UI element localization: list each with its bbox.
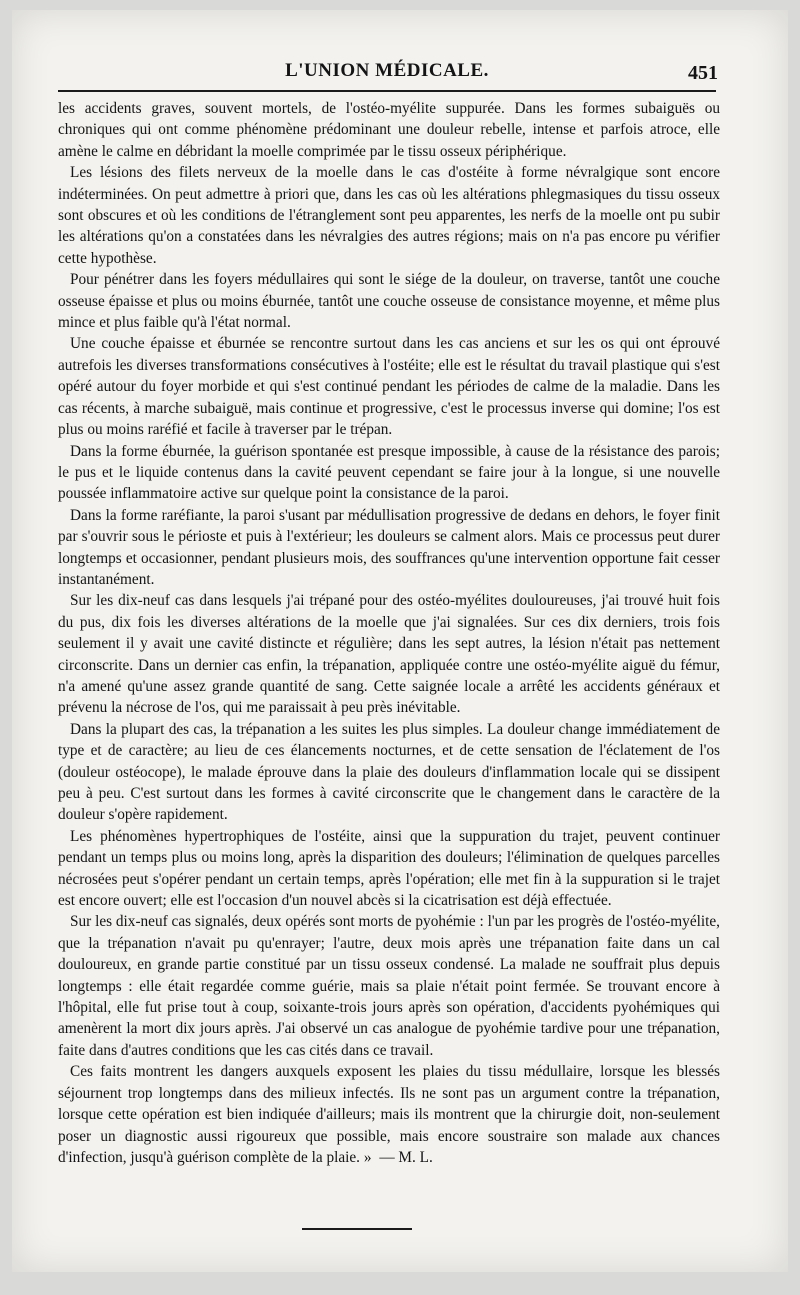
running-title: L'UNION MÉDICALE. bbox=[285, 60, 489, 81]
paragraph: Les lésions des filets nerveux de la moelle dans le cas d'ostéite à forme névralgique sont encore indéterminées. On peut admettre à priori que, dans les cas où les altérations phlegmasiques du tissu osseux sont obscures et où les conditions de l'étranglement sont peu apparentes, les nerfs de la moelle ont pu subir les altérations qu'on a constatées dans les névralgies des autres régions; mais on n'a pas encore pu vérifier cette hypothèse. bbox=[58, 164, 720, 267]
paragraph: Pour pénétrer dans les foyers médullaires qui sont le siége de la douleur, on traverse, tantôt une couche osseuse épaisse et plus ou moins éburnée, tantôt une couche osseuse de consistance moyenne, et même plus mince et plus faible qu'à l'état normal. bbox=[58, 271, 720, 332]
article-body bbox=[58, 98, 720, 1168]
page-header bbox=[56, 54, 718, 88]
paragraph: Une couche épaisse et éburnée se rencontre surtout dans les cas anciens et sur les os qui ont éprouvé autrefois les diverses transformations consécutives à l'ostéite; elle est le résultat du travail plastique qui s'est opéré autour du foyer morbide et qui s'est continué pendant les périodes de calme de la maladie. Dans les cas récents, à marche subaiguë, mais continue et progressive, c'est le processus inverse qui domine; l'os est plus ou moins raréfié et facile à traverser par le trépan. bbox=[58, 335, 720, 439]
newspaper-page bbox=[12, 10, 788, 1272]
paragraph: Dans la forme raréfiante, la paroi s'usant par médullisation progressive de dedans en dehors, le foyer finit par s'ouvrir sous le périoste et puis à l'extérieur; les douleurs se calment alors. Mais ce processus peut durer longtemps et occasionner, pendant plusieurs mois, des souffrances qu'une intervention opportune fait cesser instantanément. bbox=[58, 506, 720, 588]
paragraph-last bbox=[58, 1061, 720, 1168]
paragraph: Dans la plupart des cas, la trépanation a les suites les plus simples. La douleur change immédiatement de type et de caractère; au lieu de ces élancements nocturnes, et de cette sensation de l'éclatement de l'os (douleur ostéocope), le malade éprouve dans la plaie des douleurs d'inflammation locale qui se dissipent peu à peu. C'est surtout dans les formes à cavité circonscrite que le changement dans le caractère de la douleur s'opère rapidement. bbox=[58, 720, 720, 824]
paragraph: les accidents graves, souvent mortels, de l'ostéo-myélite suppurée. Dans les formes subaiguës ou chroniques qui ont comme phénomène prédominant une douleur rebelle, intense et parfois atroce, elle amène le calme en débridant la moelle comprimée par le tissu osseux périphérique. bbox=[58, 100, 720, 160]
paragraph: Sur les dix-neuf cas signalés, deux opérés sont morts de pyohémie : l'un par les progrès de l'ostéo-myélite, que la trépanation n'avait pu qu'enrayer; l'autre, deux mois après une trépanation faite dans un cal douloureux, en grande partie constitué par un tissu osseux condensé. La malade ne souffrait plus depuis longtemps : elle était regardée comme guérie, mais sa plaie n'était point fermée. Se trouvant encore à l'hôpital, elle fut prise tout à coup, soixante-trois jours après son opération, d'accidents pyohémiques qui amenèrent la mort dix jours après. J'ai observé un cas analogue de pyohémie tardive pour une trépanation, faite dans d'autres conditions que les cas cités dans ce travail. bbox=[58, 913, 720, 1059]
paragraph: Sur les dix-neuf cas dans lesquels j'ai trépané pour des ostéo-myélites douloureuses, j'ai trouvé huit fois du pus, dix fois les diverses altérations de la moelle que j'ai signalées. Sur ces dix derniers, trois fois seulement il y avait une cavité distincte et régulière; dans les sept autres, la lésion n'était pas nettement circonscrite. Dans un dernier cas enfin, la trépanation, appliquée contre une ostéo-myélite aiguë du fémur, n'a amené qu'une assez grande quantité de sang. Cette saignée locale a arrêté les accidents généraux et prévenu la nécrose de l'os, qui me paraissait à peu près inévitable. bbox=[58, 592, 720, 717]
header-rule bbox=[58, 90, 716, 92]
paragraph: Les phénomènes hypertrophiques de l'ostéite, ainsi que la suppuration du trajet, peuvent continuer pendant un temps plus ou moins long, après la disparition des douleurs; l'élimination de quelques parcelles nécrosées peut s'opérer pendant un certain temps, après l'opération; elle met fin à la suppuration si le trajet est encore ouvert; elle est l'occasion d'un nouvel abcès si la cicatrisation est déjà effectuée. bbox=[58, 827, 720, 910]
paragraph-text: Ces faits montrent les dangers auxquels exposent les plaies du tissu médullaire, lorsque les blessés séjournent trop longtemps dans des milieux infectés. Ils ne sont pas un argument contre la trépanation, lorsque cette opération est bien indiquée d'ailleurs; mais ils montrent que la chirurgie doit, non-seulement poser un diagnostic aussi rigoureux que possible, mais encore soustraire son malade aux chances d'infection, jusqu'à guérison complète de la plaie. » bbox=[58, 1063, 720, 1166]
paragraph: Dans la forme éburnée, la guérison spontanée est presque impossible, à cause de la résistance des parois; le pus et le liquide contenus dans la cavité peuvent cependant se faire jour à la longue, si une nouvelle poussée inflammatoire active sur quelque point la consistance de la paroi. bbox=[58, 442, 720, 503]
signoff: — M. L. bbox=[379, 1148, 433, 1166]
page-number: 451 bbox=[688, 62, 718, 84]
footer-rule bbox=[302, 1228, 412, 1230]
